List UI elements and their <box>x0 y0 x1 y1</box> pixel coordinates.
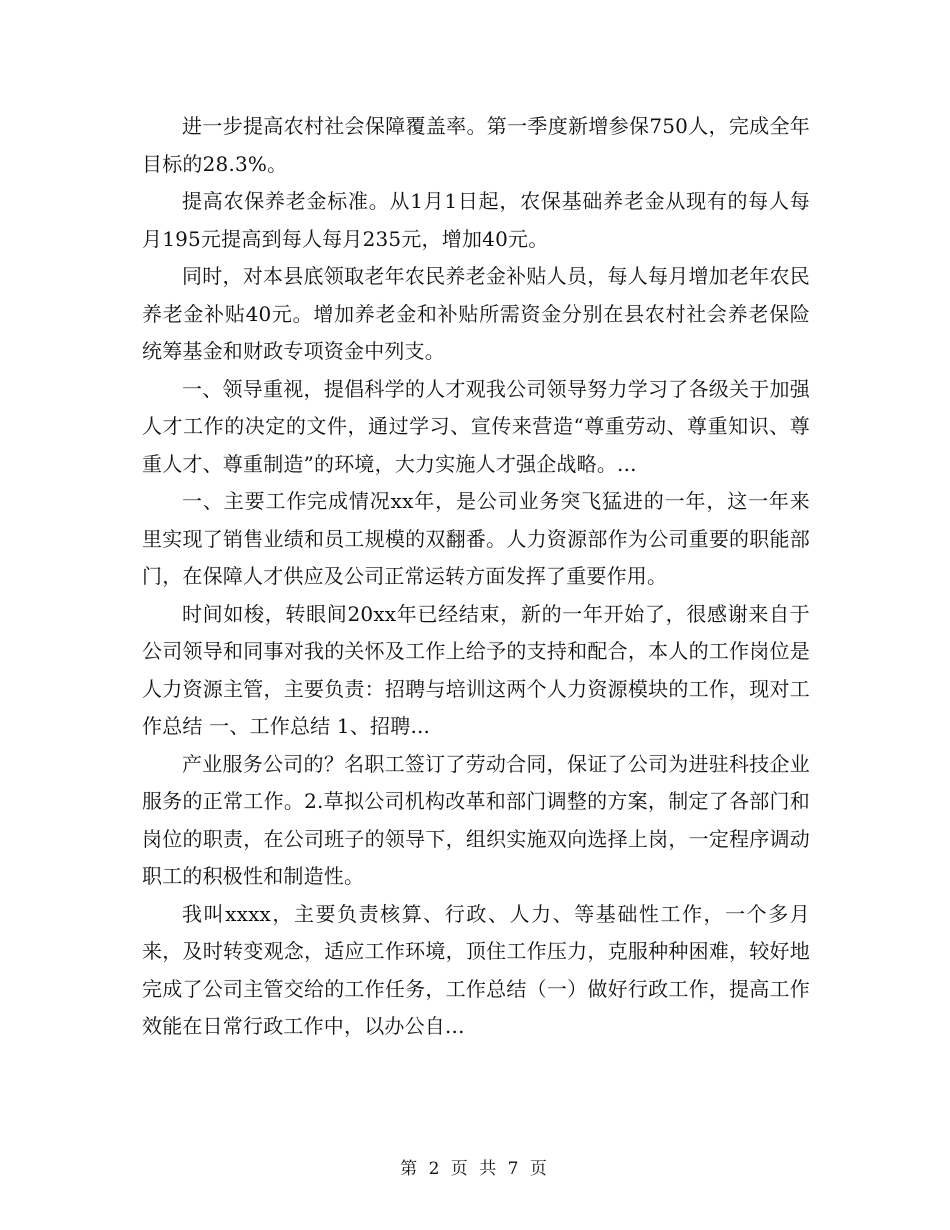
paragraph-admin-work: 我叫xxxx，主要负责核算、行政、人力、等基础性工作，一个多月来，及时转变观念，适应工作环境，顶住工作压力，克服种种困难，较好地完成了公司主管交给的工作任务，工作总结（一）做好行政工作，提高工作效能在日常行政工作中，以办公自... <box>142 901 810 1038</box>
paragraph-hr-summary: 时间如梭，转眼间20xx年已经结束，新的一年开始了，很感谢来自于公司领导和同事对我的关怀及工作上给予的支持和配合，本人的工作岗位是人力资源主管，主要负责：招聘与培训这两个人力资源模块的工作，现对工作总结 一、工作总结 1、招聘... <box>142 601 810 738</box>
paragraph-industry-service: 产业服务公司的？名职工签订了劳动合同，保证了公司为进驻科技企业服务的正常工作。2.草拟公司机构改革和部门调整的方案，制定了各部门和岗位的职责，在公司班子的领导下，组织实施双向选择上岗，一定程序调动职工的积极性和制造性。 <box>142 751 810 888</box>
paragraph-subsidy: 同时，对本县底领取老年农民养老金补贴人员，每人每月增加老年农民养老金补贴40元。增加养老金和补贴所需资金分别在县农村社会养老保险统筹基金和财政专项资金中列支。 <box>142 264 810 363</box>
page-number-footer: 第 2 页 共 7 页 <box>400 1159 550 1179</box>
paragraph-work-completion: 一、主要工作完成情况xx年，是公司业务突飞猛进的一年，这一年来里实现了销售业绩和员工规模的双翻番。人力资源部作为公司重要的职能部门，在保障人才供应及公司正常运转方面发挥了重要作用。 <box>142 489 810 588</box>
paragraph-pension-standard: 提高农保养老金标准。从1月1日起，农保基础养老金从现有的每人每月195元提高到每人每月235元，增加40元。 <box>142 189 810 251</box>
paragraph-coverage: 进一步提高农村社会保障覆盖率。第一季度新增参保750人，完成全年目标的28.3%。 <box>142 114 810 176</box>
document-body <box>142 108 810 1046</box>
paragraph-leadership: 一、领导重视，提倡科学的人才观我公司领导努力学习了各级关于加强人才工作的决定的文件，通过学习、宣传来营造“尊重劳动、尊重知识、尊重人才、尊重制造”的环境，大力实施人才强企战略。... <box>142 376 810 476</box>
